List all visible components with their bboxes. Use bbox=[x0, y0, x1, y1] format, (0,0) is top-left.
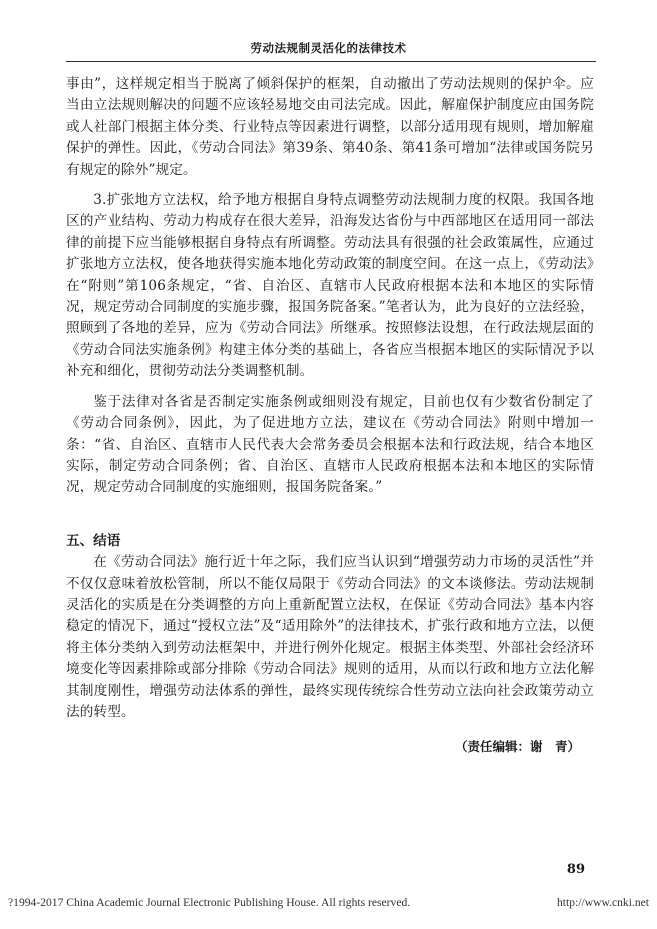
paragraph-proposal: 鉴于法律对各省是否制定实施条例或细则没有规定，目前也仅有少数省份制定了《劳动合同条例》，因此，为了促进地方立法，建议在《劳动合同法》附则中增加一条：“省、自治区、直辖市人民代表大会常务委员会根据本法和行政法规，结合本地区实际，制定劳动合同条例；省、自治区、直辖市人民政府根据本法和本地区的实际情况，规定劳动合同制度的实施细则，报国务院备案。” bbox=[66, 393, 594, 496]
page-number: 89 bbox=[566, 862, 585, 877]
paragraph-local-legislation: 3.扩张地方立法权，给予地方根据自身特点调整劳动法规制力度的权限。我国各地区的产业结构、劳动力构成存在很大差异，沿海发达省份与中西部地区在适用同一部法律的前提下应当能够根据自身特点有所调整。劳动法具有很强的社会政策属性，应通过扩张地方立法权，使各地获得实施本地化劳动政策的制度空间。在这一点上，《劳动法》在“附则”第106条规定，“省、自治区、直辖市人民政府根据本法和本地区的实际情况，规定劳动合同制度的实施步骤，报国务院备案。”笔者认为，此为良好的立法经验，照顾到了各地的差异，应为《劳动合同法》所继承。按照修法设想，在行政法规层面的《劳动合同法实施条例》构建主体分类的基础上，各省应当根据本地区的实际情况予以补充和细化，贯彻劳动法分类调整机制。 bbox=[66, 192, 594, 380]
running-header-title: 劳动法规制灵活化的法律技术 bbox=[250, 41, 407, 55]
responsible-editor: （责任编辑：谢 青） bbox=[454, 739, 580, 755]
section-heading-conclusion: 五、结语 bbox=[66, 532, 121, 549]
copyright-footer bbox=[8, 896, 649, 909]
article-body bbox=[66, 74, 594, 755]
paragraph-continued: 事由”，这样规定相当于脱离了倾斜保护的框架，自动撤出了劳动法规则的保护伞。应当由立法规则解决的问题不应该轻易地交由司法完成。因此，解雇保护制度应由国务院或人社部门根据主体分类、行业特点等因素进行调整，以部分适用现有规则，增加解雇保护的弹性。因此，《劳动合同法》第39条、第40条、第41条可增加“法律或国务院另有规定的除外”规定。 bbox=[66, 76, 594, 178]
footer-url-link[interactable]: http://www.cnki.net bbox=[557, 896, 649, 909]
paragraph-conclusion: 在《劳动合同法》施行近十年之际，我们应当认识到“增强劳动力市场的灵活性”并不仅仅意味着放松管制，所以不能仅局限于《劳动合同法》的文本谈修法。劳动法规制灵活化的实质是在分类调整的方向上重新配置立法权，在保证《劳动合同法》基本内容稳定的情况下，通过“授权立法”及“适用除外”的法律技术，扩张行政和地方立法，以便将主体分类纳入到劳动法框架中，并进行例外化规定。根据主体类型、外部社会经济环境变化等因素排除或部分排除《劳动合同法》规则的适用，从而以行政和地方立法化解其制度刚性，增强劳动法体系的弹性，最终实现传统综合性劳动立法向社会政策劳动立法的转型。 bbox=[66, 554, 594, 720]
header-rule bbox=[66, 61, 596, 62]
footer-copyright: ?1994-2017 China Academic Journal Electronic Publishing House. All rights reserved. bbox=[8, 896, 411, 909]
